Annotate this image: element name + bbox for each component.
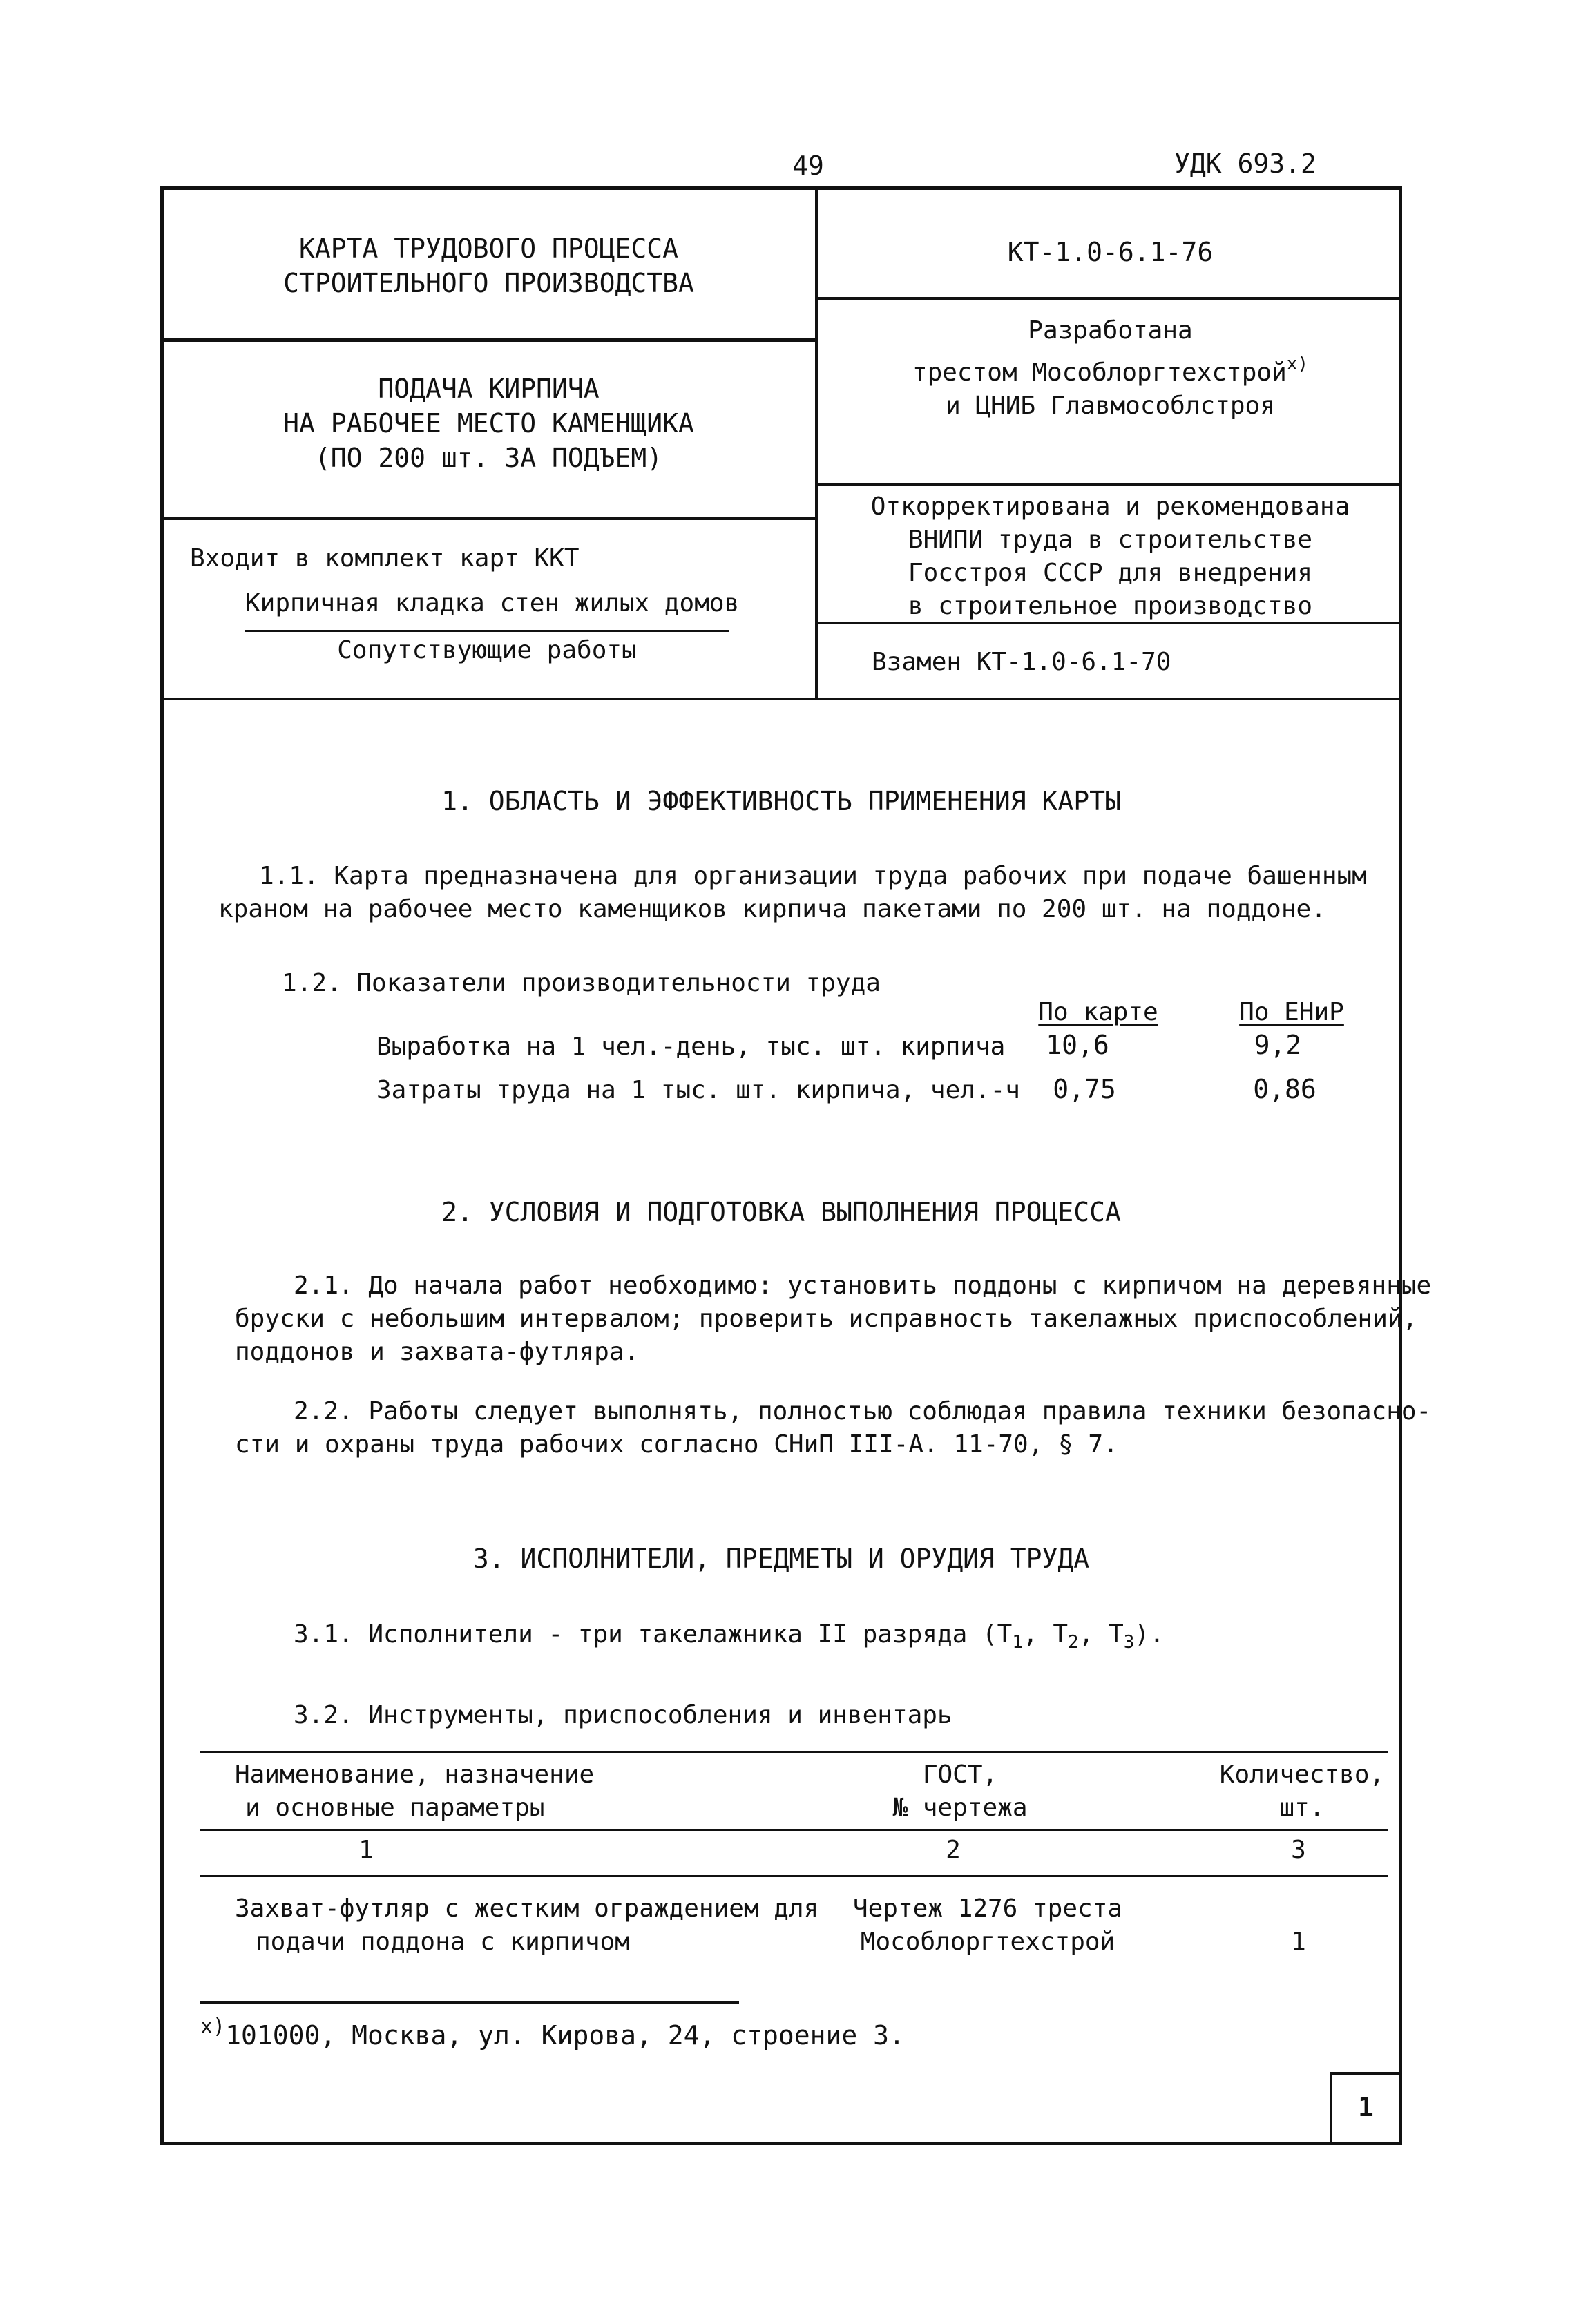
table-colnum-3: 3 [1291, 1836, 1306, 1864]
table-colnum-2: 2 [946, 1836, 961, 1864]
col-header-card: По карте [1038, 998, 1158, 1026]
table-header-qty: Количество, шт. [1219, 1760, 1385, 1822]
set-underline [245, 630, 729, 632]
para-2-1: 2.1. До начала работ необходимо: установить поддоны с кирпичом на деревянные [294, 1271, 1432, 1300]
set-works: Сопутствующие работы [337, 636, 637, 664]
para-2-1-cont: поддонов и захвата-футляра. [235, 1338, 640, 1366]
para-1-1-cont: краном на рабочее место каменщиков кирпича пакетами по 200 шт. на поддоне. [218, 895, 1326, 923]
title-block-rule [160, 517, 816, 520]
para-3-1: 3.1. Исполнители - три такелажника II разряда ($Т_1$, $Т_2$, $Т_3$). [294, 1620, 1165, 1653]
para-2-2-cont: сти и охраны труда рабочих согласно СНиП III-А. 11-70, § 7. [235, 1430, 1118, 1459]
corrected-by: Откорректирована и рекомендована ВНИПИ труда в строительстве Госстроя СССР для внедрения в строительное производство [870, 492, 1350, 620]
footnote: $^{х)}$101000, Москва, ул. Кирова, 24, строение 3. [200, 2015, 905, 2051]
title-block-rule [160, 698, 1402, 700]
para-2-1-cont: бруски с небольшим интервалом; проверить исправность такелажных приспособлений, [235, 1305, 1418, 1333]
row-labor-label: Затраты труда на 1 тыс. шт. кирпича, чел.-ч [376, 1076, 1020, 1104]
title-block-rule [815, 297, 1402, 300]
para-1-2: 1.2. Показатели производительности труда [282, 969, 881, 997]
row-labor-card: 0,75 [1053, 1074, 1116, 1104]
table-header-gost: ГОСТ, № чертежа [892, 1760, 1028, 1822]
replaces-card: Взамен КТ-1.0-6.1-70 [872, 648, 1171, 676]
row-output-enir: 9,2 [1254, 1030, 1302, 1060]
row-output-label: Выработка на 1 чел.-день, тыс. шт. кирпича [376, 1033, 1006, 1061]
section-1-heading: 1. ОБЛАСТЬ И ЭФФЕКТИВНОСТЬ ПРИМЕНЕНИЯ КАРТЫ [441, 786, 1121, 816]
title-block-rule [815, 483, 1402, 486]
sheet-number: 1 [1358, 2092, 1374, 2122]
table-header-name: Наименование, назначение и основные параметры [235, 1760, 595, 1822]
table-top-rule [200, 1751, 1388, 1753]
card-subject: ПОДАЧА КИРПИЧА НА РАБОЧЕЕ МЕСТО КАМЕНЩИКА (ПО 200 шт. ЗА ПОДЪЕМ) [283, 374, 694, 473]
set-name: Кирпичная кладка стен жилых домов [245, 589, 740, 617]
footnote-rule [200, 2001, 739, 2004]
row-output-card: 10,6 [1046, 1030, 1109, 1060]
table-row-gost: Чертеж 1276 треста Мособлоргтехстрой [852, 1894, 1123, 1956]
table-header-rule [200, 1829, 1388, 1831]
developed-by: Разработана трестом Мособлоргтехстрой$^{х)}$ и ЦНИБ Главмособлстроя [912, 316, 1309, 420]
table-colnum-rule [200, 1875, 1388, 1877]
section-3-heading: 3. ИСПОЛНИТЕЛИ, ПРЕДМЕТЫ И ОРУДИЯ ТРУДА [472, 1544, 1090, 1574]
card-code: КТ-1.0-6.1-76 [1007, 237, 1214, 267]
table-row-qty: 1 [1291, 1928, 1306, 1956]
section-2-heading: 2. УСЛОВИЯ И ПОДГОТОВКА ВЫПОЛНЕНИЯ ПРОЦЕССА [441, 1197, 1121, 1227]
table-colnum-1: 1 [358, 1836, 374, 1864]
card-title: КАРТА ТРУДОВОГО ПРОЦЕССА СТРОИТЕЛЬНОГО ПРОИЗВОДСТВА [283, 233, 694, 298]
page-number: 49 [792, 151, 824, 181]
set-membership: Входит в комплект карт ККТ [190, 544, 580, 573]
table-row-name: Захват-футляр с жестким ограждением для подачи поддона с кирпичом [235, 1894, 819, 1956]
para-2-2: 2.2. Работы следует выполнять, полностью соблюдая правила техники безопасно- [294, 1397, 1432, 1425]
udk-code: УДК 693.2 [1174, 148, 1316, 179]
title-block-rule [160, 338, 816, 342]
para-1-1: 1.1. Карта предназначена для организации труда рабочих при подаче башенным [259, 862, 1367, 890]
col-header-enir: По ЕНиР [1239, 998, 1344, 1026]
para-3-2: 3.2. Инструменты, приспособления и инвентарь [294, 1701, 952, 1729]
row-labor-enir: 0,86 [1253, 1074, 1316, 1104]
